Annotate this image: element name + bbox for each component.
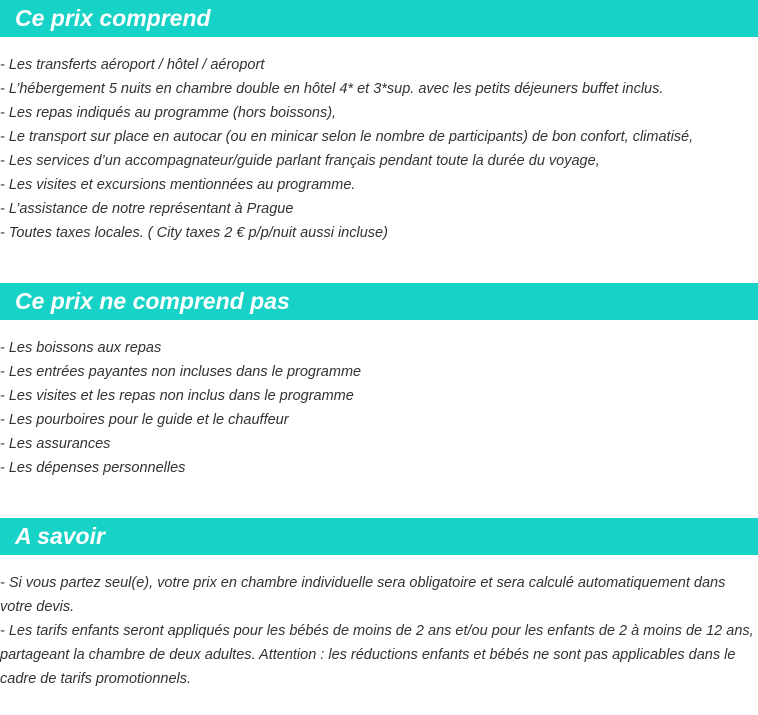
list-item: - Les tarifs enfants seront appliqués pour les bébés de moins de 2 ans et/ou pour les enfants de 2 à moins de 12 ans, partageant la chambre de deux adultes. Attention : les réductions enfants et bébés ne sont pas applicables dans le cadre de tarifs promotionnels. [0, 623, 754, 687]
excludes-list [0, 336, 758, 480]
info-list [0, 571, 758, 691]
list-item: - Le transport sur place en autocar (ou en minicar selon le nombre de participants) de bon confort, climatisé, [0, 129, 694, 145]
section-header-excludes [0, 283, 758, 320]
list-item: - Les visites et excursions mentionnées au programme. [0, 177, 356, 193]
list-item: - Si vous partez seul(e), votre prix en chambre individuelle sera obligatoire et sera calculé automatiquement dans votre devis. [0, 575, 726, 615]
section-title-info: A savoir [15, 523, 105, 549]
list-item: - Les dépenses personnelles [0, 460, 186, 476]
section-header-includes [0, 0, 758, 37]
list-item: - Les assurances [0, 436, 111, 452]
list-item: - Les transferts aéroport / hôtel / aéroport [0, 57, 265, 73]
list-item: - Les boissons aux repas [0, 340, 162, 356]
includes-list [0, 53, 758, 245]
list-item: - Les pourboires pour le guide et le chauffeur [0, 412, 289, 428]
list-item: - Les repas indiqués au programme (hors boissons), [0, 105, 337, 121]
list-item: - L’assistance de notre représentant à Prague [0, 201, 294, 217]
list-item: - Les entrées payantes non incluses dans le programme [0, 364, 362, 380]
section-header-info [0, 518, 758, 555]
list-item: - Toutes taxes locales. ( City taxes 2 € p/p/nuit aussi incluse) [0, 225, 388, 241]
section-title-excludes: Ce prix ne comprend pas [15, 288, 290, 314]
list-item: - L’hébergement 5 nuits en chambre double en hôtel 4* et 3*sup. avec les petits déjeuners buffet inclus. [0, 81, 664, 97]
section-title-includes: Ce prix comprend [15, 5, 211, 31]
list-item: - Les visites et les repas non inclus dans le programme [0, 388, 354, 404]
list-item: - Les services d’un accompagnateur/guide parlant français pendant toute la durée du voyage, [0, 153, 600, 169]
